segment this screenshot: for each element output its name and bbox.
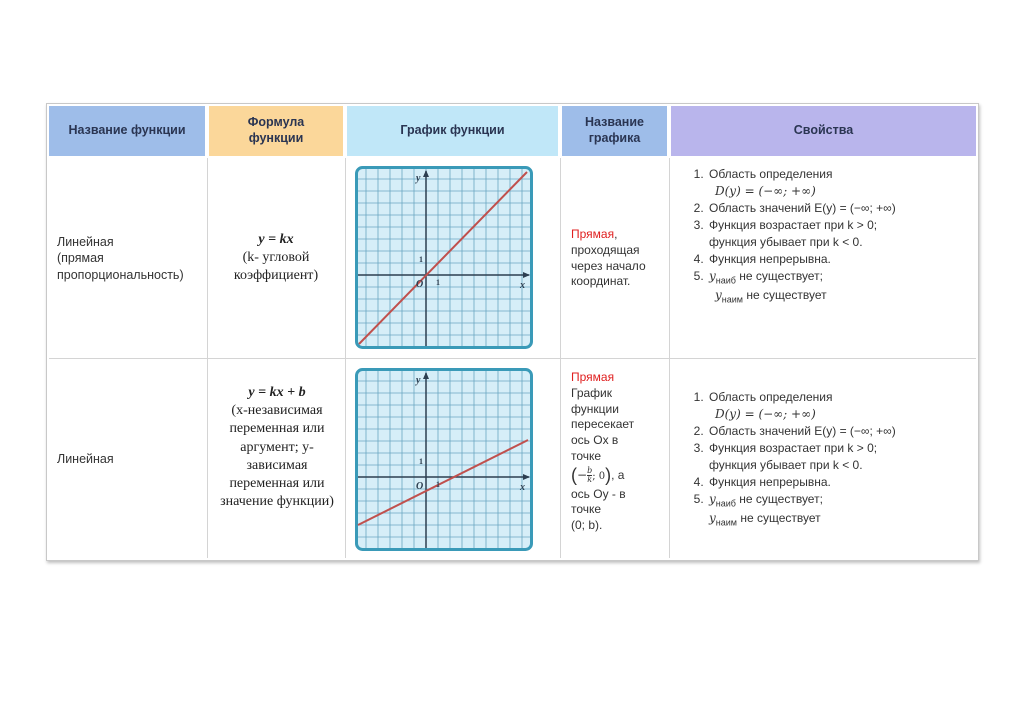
origin-label: O <box>416 481 424 492</box>
origin-label: O <box>416 279 424 290</box>
y-axis-label: y <box>416 173 421 184</box>
header-properties <box>671 106 976 156</box>
row2-graph-name-line: График <box>571 385 612 400</box>
row1-graph-name-text: , проходящая через начало координат. <box>571 227 646 289</box>
functions-table <box>46 103 979 561</box>
row1-function-name <box>57 234 205 283</box>
header-formula <box>209 106 343 156</box>
row2-formula-close: ) <box>329 494 334 510</box>
row1-name-line: Линейная <box>57 235 114 249</box>
header-graph <box>347 106 558 156</box>
header-function-name <box>49 106 205 156</box>
unit-y-label: 1 <box>419 457 423 466</box>
row1-graph <box>355 166 533 349</box>
property-item: 2. Область значений E(y) = (−∞; +∞) <box>707 200 974 217</box>
y-axis-label: y <box>416 375 421 386</box>
row1-formula <box>211 231 341 286</box>
header-graph-name-text: Название графика <box>584 115 644 145</box>
unit-y-label: 1 <box>419 255 423 264</box>
row2-formula <box>217 384 337 511</box>
row1-name-line: пропорциональность) <box>57 267 184 282</box>
divider <box>49 358 976 359</box>
row2-formula-desc: (x-независимая переменная или аргумент; y-зависимая переменная или значение функции <box>220 403 330 510</box>
row2-graph-name-line: ось Oy - в <box>571 486 626 501</box>
row2-name-line: Линейная <box>57 452 114 466</box>
row2-graph-name-line: точке <box>571 449 602 464</box>
row1-formula-main: y = kx <box>258 232 294 247</box>
header-formula-text: Формула функции <box>247 115 305 145</box>
row1-name-line: (прямая <box>57 251 104 266</box>
row2-graph-name <box>571 370 663 534</box>
row1-formula-close: ) <box>313 268 319 284</box>
property-item: 1. Область определения D(y) = (−∞; +∞) <box>707 166 974 200</box>
property-item: 3. Функция возрастает при k > 0; функция убывает при k < 0. <box>707 217 974 251</box>
property-item: 5. $y_{наиб}$ не существует; $y_{наим}$ не существует <box>707 491 974 529</box>
header-graph-text: График функции <box>400 123 505 138</box>
row2-function-name <box>57 451 205 467</box>
row2-graph-name-line: функции <box>571 401 619 416</box>
row2-graph <box>355 368 533 551</box>
x-axis-label: x <box>520 280 525 291</box>
row1-formula-desc: (k- угловой коэффициент <box>233 250 314 284</box>
property-item: 5. $y_{наиб}$ не существует; $y_{наим}$ не существует <box>707 268 974 306</box>
property-item: 2. Область значений E(y) = (−∞; +∞) <box>707 423 974 440</box>
x-axis-label: x <box>520 482 525 493</box>
row1-properties <box>679 166 974 307</box>
row2-graph-name-line: (0; b). <box>571 518 603 533</box>
row2-properties <box>679 389 974 530</box>
header-function-name-text: Название функции <box>68 123 186 138</box>
row1-graph-name <box>571 227 663 290</box>
property-item: 3. Функция возрастает при k > 0; функция убывает при k < 0. <box>707 440 974 474</box>
header-graph-name <box>562 106 667 156</box>
unit-x-label: 1 <box>436 278 440 287</box>
property-item: 4. Функция непрерывна. <box>707 474 974 491</box>
header-properties-text: Свойства <box>793 123 854 138</box>
unit-x-label: 1 <box>436 480 440 489</box>
graph-frame <box>357 370 532 550</box>
row2-graph-name-line: точке <box>571 502 602 517</box>
property-item: 1. Область определения D(y) = (−∞; +∞) <box>707 389 974 423</box>
row2-graph-name-highlight: Прямая <box>571 370 615 384</box>
row2-graph-name-line: ось Ox в <box>571 433 619 448</box>
row1-graph-name-highlight: Прямая <box>571 227 615 241</box>
row2-graph-name-line: пересекает <box>571 417 635 432</box>
property-item: 4. Функция непрерывна. <box>707 251 974 268</box>
row2-point-formula: (− $\frac{b}{k}$ ; 0), а <box>571 464 625 485</box>
row2-formula-main: y = kx + b <box>248 385 306 400</box>
